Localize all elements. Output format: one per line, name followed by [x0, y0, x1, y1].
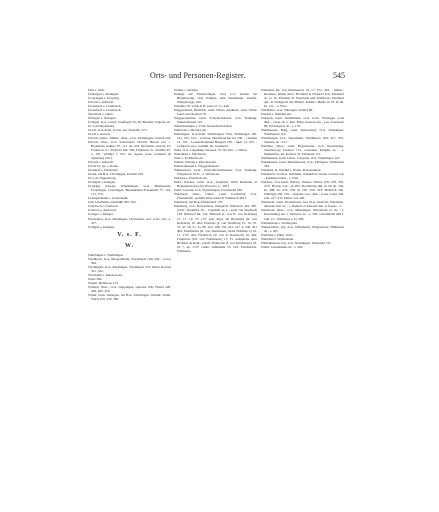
register-entry: Waldhausen, Burg, Gem. Rudersburg, O.A. Winkingen, Walthausen 116.	[261, 128, 344, 137]
page-header	[90, 71, 345, 85]
running-title: Orts- und Personen-Register.	[150, 71, 246, 80]
register-entry: Wallenhausen, bay. A.G. Nördlingen, Walnstein 511.	[261, 240, 332, 245]
register-entry: Wallis, Gunthalmus de - s. 290.	[261, 244, 304, 249]
register-entry: Wachbach, O.A. Mergentheim, Wachsbach villa 304. - rector 304.	[88, 256, 171, 265]
register-entry: Wald, bobennt. O.A. Sigmaringen, Friesmadel 186.	[174, 188, 243, 193]
register-entry: Ur von Nippenburg.	[88, 124, 115, 129]
register-entry: Uzinger s. Itzinger.	[88, 212, 114, 217]
register-entry: Waltherus (II. von Wartheuser) 16. 17. 272. 404. - minist.: Kleiltuss, Künle sitter: Berthold et Friderici frat. Eberhard dt. 1a. 5b. Eberhart dt. Eberhardt und Waltharus. Eberhard dpl. de Waltgurch des Bledel; Skinbrs. Helfle in 18. In 30. In. 131. - s. Wicc.	[261, 88, 344, 109]
register-entry: Ursenbach s. Ursenbach.	[88, 108, 122, 113]
section-heading: W.	[125, 242, 134, 249]
register-entry: Wigolt, Heinricus 313.	[88, 280, 119, 285]
register-entry: Örtingen s. Örtingen.	[88, 116, 117, 121]
register-entry: Waitzheen s. Fürchaurn.	[174, 152, 207, 157]
register-entry: Urach s. Aurach.	[88, 132, 111, 137]
register-entry: Wäldi, Gem. Oetingen, bei B.A. Überlingen, Wäldin, Waldi, Weldi 259. 370. 380.	[88, 292, 171, 301]
register-column-3	[261, 88, 344, 478]
register-entry: Ulm s. Ulm.	[88, 88, 105, 92]
register-columns	[88, 88, 346, 478]
register-entry: Waggershaed, Heinrich, seine Witwe Adelheid, seine Söhne Jakob und Konrad 76.	[174, 108, 257, 117]
register-entry: Wäsallia, H. wirds et H. pater el. 1a. 446.	[174, 104, 230, 109]
register-entry: Urbach, Ober-, O.A. Schorndorf, Urbach, Herren von … Bernoldus aedituo 87. 113. 4a. 432. Bertoldus clericus 47; Fridericus 51. Friderici mil. 556. Fridericus 51. Walther 87. a. 191. Walther f 195; rel. Agnes soror comitem de Spiesberg 190 f.	[88, 140, 171, 161]
register-entry: Waldhausen, Gem. Bebenhausen, O.A. Tübingen, Waldhusen 384.	[261, 160, 344, 169]
register-entry: Waiz s. Erchheim ein.	[174, 156, 204, 161]
register-entry: Ursingen s. Irsingen.	[88, 180, 116, 185]
register-entry: Waldburg, O.A. Ravensburg, Walgurch, Walburch 404. 487. ptsch.: Rudolfus 16. - Capitheil de 2 - auch von Wartbach 138. Ruhcrelt 84. 132. Bertolds (I. von W. von Rohrbert) 15. 17. 19. 72. 137; seur Naya 18. Bertoldus (II. von Rohrbert) 19. 404. Eberhart (I. von Waldburg 15. 19. 35. 31. 47. 50. 51. 4a. 89. 104. 108. 150. 421. 417. 4. 430. 4b1 404. Eberhardus (II. von Tierhausen, Sicha Waldhus f.) 16. 17. 272ª. 404. Fridericus (II. von er. Robertolt) 19. 404. Fridericus (III. von Wartheuser) 17. Fr. Adilhaidis uxor Bertoldi de Rohr.; pursh. Waldtarus (I. von Wartheuser) 18. 19 7. 4p. 272ª; rehlis: Adilhaidis 55. 523. Eberhardus, Waltherus.	[174, 204, 257, 253]
register-entry: Waldeck, Gem. Stammheim, O.A. Calw, Waldeggu, ecila 464. - Liber de v. 462. Bitter Konrad am - pos. Truckeser 80. Erbsengerss de - s. 179.	[261, 116, 344, 129]
section-heading: V. s. F.	[117, 231, 142, 238]
register-column-2	[174, 88, 257, 478]
register-entry: Urspringen s. Urspring.	[88, 96, 120, 101]
register-entry: Walgarn s. Eberduck ein.	[174, 176, 208, 181]
register-entry: Urspring, Kloster, Schelklingen, O.A. Blaubeuren; Urspringen, Urspringen. Benediktiner-Frauenstift 75. 124. 151. 279.	[88, 184, 171, 197]
register-entry: Urendorf s. Ehrendorf.	[88, 168, 119, 173]
register-entry: Wainer, Walzen s. Pferchen ein.	[174, 160, 217, 165]
register-entry: Utenweiler, O.A. Riedlingen, Utenweiler, rect. eccle. Utz. a. 417.	[88, 216, 171, 225]
register-entry: Urbach s. Aurbach.	[88, 160, 114, 165]
register-entry: Usterwit s. Austerwit.	[88, 208, 118, 213]
register-entry: Urban IV, pp. s. Roma.	[88, 164, 119, 169]
register-entry: Waldkiss, N. Waldkd s. Roma, Probsiranteie.	[261, 168, 322, 173]
register-entry: Waiblingen s. Waiblingen.	[88, 252, 124, 257]
register-entry: Waldhausen, O.A. Neresheim, Waldhusen villa 417. 455. Saheuse de - 417.	[261, 136, 344, 145]
register-entry: Waldkirch, bei B.A. Waldshut, Waldkirch; bruder Conrad von - Predigerordens - s. Ulm.	[261, 172, 344, 181]
register-entry: Urve de Nippenburg.	[88, 176, 117, 181]
register-entry: Waldhus, Ober-, Gem. Bogenseuler, O.A. Ravensburg, Steinbewegt Fusentn 151. Conradus Kungha de - s. Weißenfurt, Kl. Konrad, Sr. Elisabeth 151.	[261, 144, 344, 157]
register-entry: Waldhausen, Gem. Unter-, Gaspalta, O.A. Waiblingen 122.	[261, 156, 341, 161]
register-entry: Urenn, bei B.A. Überlingen, Urnilen 230.	[88, 172, 144, 177]
register-entry: Urach, O.A.Stadt, Urach, abt. Nodelfac 473.	[88, 128, 148, 133]
register-entry: Wachingen, O.A. Riedlingen, Wachingen 321; Ritter Konrad 321. 322.	[88, 264, 171, 273]
register-column-1	[88, 88, 171, 478]
register-entry: Wain, O.A. Laupheim, Wiuwen. W. fils 264. - a Wilen.	[174, 148, 248, 153]
register-entry: Wälzer s. Welden.	[174, 88, 199, 92]
register-entry: Wada 384.	[88, 276, 103, 281]
register-entry: Üsingen, O.A. Urach, Uspflegen 10, 60; Besitzer Ungerfe 10.	[88, 120, 171, 125]
register-entry: Wängle auf Niederwängle, tirol. L.G. Reutte bei Breitenwang, ober Wängle, dem Seulehrkelt, ebenda, Wangelsagge 194.	[174, 92, 257, 105]
register-entry: Wachstein s. Raitsteit ain.	[88, 272, 123, 277]
register-entry: Usbergersheim s. Utzersheim.	[88, 196, 129, 201]
register-entry: Wälden, Ober-, O.A. Göppingen, superior villa Waldd 420. 409. 469. 470.	[88, 284, 171, 293]
register-entry: Wahrsmanngtte s. Vöm, Deutscherden Ben.	[174, 124, 233, 129]
register-entry: Waldenstein s. Wolfsrgrain.	[261, 220, 298, 225]
page-number: 545	[333, 71, 345, 80]
register-entry: Urbach s. Aurbach.	[88, 100, 114, 105]
register-entry: Wald, Kloster, Gem. O.A. Sealpinn; Wald Ralettion et Bamgettiun fera del. Pictoria ca - 302 f.	[174, 180, 257, 189]
register-entry: Ötterbach s. Jakob.	[88, 112, 114, 117]
register-entry: Walldürn s. Dürn, Wall-.	[261, 232, 294, 237]
register-entry: Usterbach s. Uterbach.	[88, 204, 119, 209]
register-entry: Wahrsster s. Botterd ein.	[174, 128, 207, 133]
register-entry: Waldbach, bei B.A. Pfullendorf 179.	[174, 200, 223, 205]
register-entry: Waldsee, O.A.Stadt, Walsee, Walsee, Wilsee 278. 278. 256. 274ª. Herren von - in 283. Eberhardus mil. in 20. In. 256. In. 288. In. 276. 278. In 218. 258. 343; Heinrich 34b. Walthgrg 259. 270. - Angelus von - 464. - scuss 3 eine 346. rent. 417. 413. Heinr. von 440.	[261, 180, 344, 201]
register-entry: Walkertshofe, bay. A.G. Offenheim, Walgersbren: Hilibrarus de - s. 467.	[261, 224, 344, 233]
register-entry: Walden s. Wallden ein.	[261, 112, 292, 117]
register-entry: Ünslingen s. Inslingen.	[88, 92, 119, 97]
register-entry: Waldchel s. Walderstein.	[261, 236, 295, 241]
register-entry: Waggersjasimer, Gem. Schwäischausen, O.A. Tettnang, Wakershausen 125.	[174, 116, 257, 125]
register-entry: Waldbach, Ober-, Unter-, Gem. Crailsbach, O.A. Friedemanli, opdium Oberwaldsch, Waldbach 481 f.	[174, 192, 257, 201]
register-entry: Urbach, Unter-, Mittel-, Ober-, O.A. Waiblingen, Urbach 218.	[88, 136, 171, 141]
register-entry: Waldstein, Ober-, O.A. Münsingen, Walchsteht O. de - s. Ravensburg ein. † Walterus de - a. 430. colnominisi 269 f. rem. scc. Waltherus s. fa. 290.	[261, 208, 344, 221]
register-entry: Waldhofer, O.A. Tübingen, Walhof 80.	[261, 108, 314, 113]
register-entry: Waldstein, Gem. Fischerbach, bad. B.A. Wolfach, Waldstein. Albertus mil. de - 1. Damien et Albertus mil. et fratres - 1.	[261, 200, 344, 209]
register-entry: Uzingen s. Itzingen.	[88, 224, 115, 229]
register-entry: Uzh, Uttelheim, unermüßt 305. 305.	[88, 200, 137, 205]
register-entry: Waltbernerd, Gem. Unter-Mechenhauern, O.A. Tettnang, Walgebertt. H de - a. Wolterrun.	[174, 168, 257, 177]
register-entry: Walkershausen s. Waggershausen.	[174, 164, 220, 169]
register-entry: Ursenbach s. Ursenbach.	[88, 104, 122, 109]
register-entry: Waiblingen, O.A.Stadt, Weiblinigen, Wex, Waiblingen 190. 192. 252. 314. - ecclesia, Heiderlaucher lzz 250. - civiuma 14. 120. - Leonerblaumann Burgerd 230. - molt. 1a. 252. - Luitgard von s. Gerhhd, Kl. Gutenzell.	[174, 132, 257, 149]
